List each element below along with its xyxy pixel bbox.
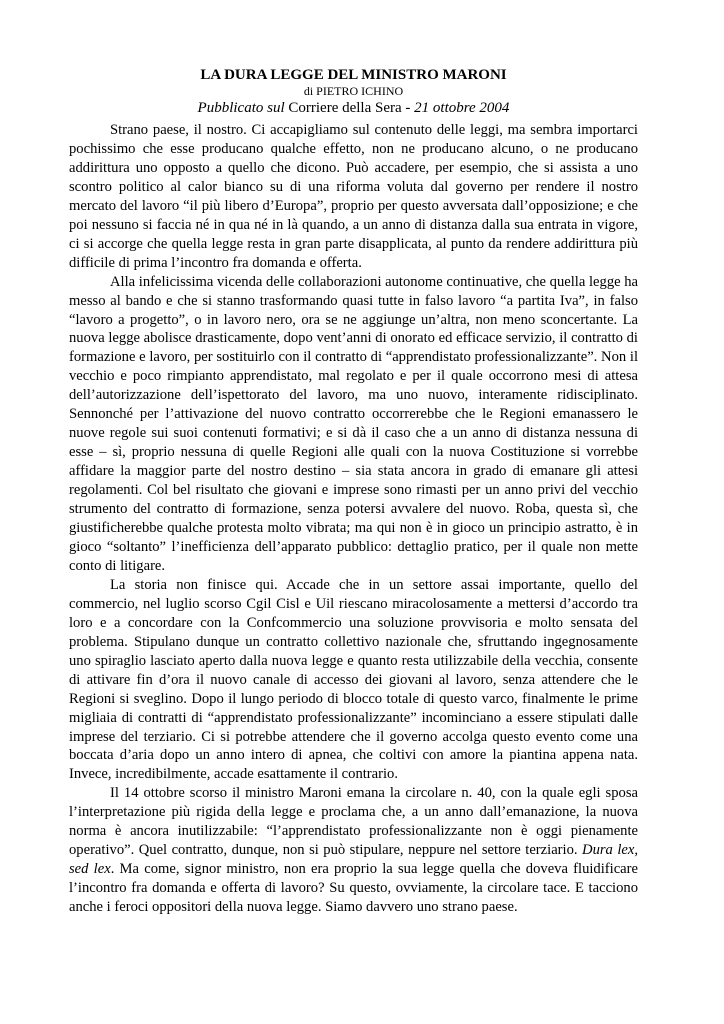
paragraph-4-text-a: Il 14 ottobre scorso il ministro Maroni emana la circolare n. 40, con la quale egli sposa l’interpretazione più rigida della legge e proclama che, a un anno dall’emanazione, la nuova norma è ancora inutilizzabile: “l’apprendistato professionalizzante non è oggi pienamente operativo”. Quel contratto, dunque, non si può stipulare, neppure nel settore terziario.: [69, 785, 638, 859]
paragraph-4: [69, 784, 638, 917]
publication-line: [69, 99, 638, 118]
newspaper-name: Corriere della Sera: [288, 100, 402, 116]
paragraph-4-text-b: . Ma come, signor ministro, non era proprio la sua legge quella che doveva fluidificare l’incontro fra domanda e offerta di lavoro? Su questo, ovviamente, la circolare tace. E tacciono anche i feroci oppositori della nuova legge. Siamo davvero uno strano paese.: [69, 861, 638, 916]
author-prefix: di: [303, 84, 314, 98]
author-name: PIETRO ICHINO: [316, 84, 404, 98]
paragraph-1: Strano paese, il nostro. Ci accapigliamo sul contenuto delle leggi, ma sembra importarci pochissimo che esse producano qualche effetto, non ne producano alcuno, o ne producano addirittura uno opposto a quello che dicono. Può accadere, per esempio, che si assista a uno scontro politico al calor bianco su di una riforma voluta dal governo per rendere il nostro mercato del lavoro “il più libero d’Europa”, proprio per questo avversata dall’opposizione; e che poi nessuno si faccia né in qua né in là quando, a un anno di distanza dalla sua entrata in vigore, ci si accorge che quella legge resta in gran parte disapplicata, al punto da rendere addirittura più difficile di prima l’incontro fra domanda e offerta.: [69, 122, 638, 271]
publication-date: 21 ottobre 2004: [414, 100, 510, 116]
date-separator: -: [401, 100, 415, 116]
article-body: [69, 121, 638, 917]
latin-phrase: Dura lex, sed lex: [69, 842, 638, 878]
published-label: Pubblicato sul: [197, 100, 285, 116]
paragraph-3: La storia non finisce qui. Accade che in un settore assai importante, quello del commercio, nel luglio scorso Cgil Cisl e Uil riescano miracolosamente a mettersi d’accordo tra loro e a concordare con la Confcommercio una soluzione provvisoria e molto sensata del problema. Stipulano dunque un contratto collettivo nazionale che, sfruttando ingegnosamente uno spiraglio lasciato aperto dalla nuova legge e quanto resta utilizzabile della vecchia, consente di attivare fin d’ora il nuovo canale di accesso dei giovani al lavoro, senza attendere che le Regioni si sveglino. Dopo il lungo periodo di blocco totale di questo varco, finalmente le prime migliaia di contratti di “apprendistato professionalizzante” incominciano a essere stipulati dalle imprese del terziario. Ci si potrebbe attendere che il governo accolga questo evento come una boccata d’aria dopo un anno intero di apnea, che coltivi con amore la piantina appena nata. Invece, incredibilmente, accade esattamente il contrario.: [69, 576, 638, 783]
author-line: [69, 84, 638, 99]
paragraph-2: Alla infelicissima vicenda delle collaborazioni autonome continuative, che quella legge ha messo al bando e che si stanno trasformando quasi tutte in falso lavoro “a partita Iva”, in falso “lavoro a progetto”, o in lavoro nero, ora se ne aggiunge un’altra, non meno sconcertante. La nuova legge abolisce drasticamente, dopo vent’anni di onorato ed efficace servizio, il contratto di formazione e lavoro, per sostituirlo con il contratto di “apprendistato professionalizzante”. Non il vecchio e poco rimpianto apprendistato, mal regolato e per il quale occorrono mesi di attesa dell’autorizzazione dell’ispettorato del lavoro, ma uno nuovo, interamente ridisciplinato. Sennonché per l’attivazione del nuovo contratto occorrerebbe che le Regioni emanassero le nuove regole sui suoi contenuti formativi; e si dà il caso che a un anno di distanza nessuna di esse – sì, proprio nessuna di quelle Regioni alle quali con la nuova Costituzione si vorrebbe affidare la maggior parte del nostro destino – sia stata ancora in grado di emanare gli attesi regolamenti. Col bel risultato che giovani e imprese sono rimasti per un anno privi del vecchio strumento del contratto di formazione, senza potersi avvalere del nuovo. Roba, questa sì, che giustificherebbe qualche protesta molto vibrata; ma qui non è in gioco un principio astratto, è in gioco “soltanto” l’inefficienza dell’apparato pubblico: dettaglio pratico, per il quale non mette conto di litigare.: [69, 273, 639, 574]
article-title: LA DURA LEGGE DEL MINISTRO MARONI: [200, 67, 507, 83]
